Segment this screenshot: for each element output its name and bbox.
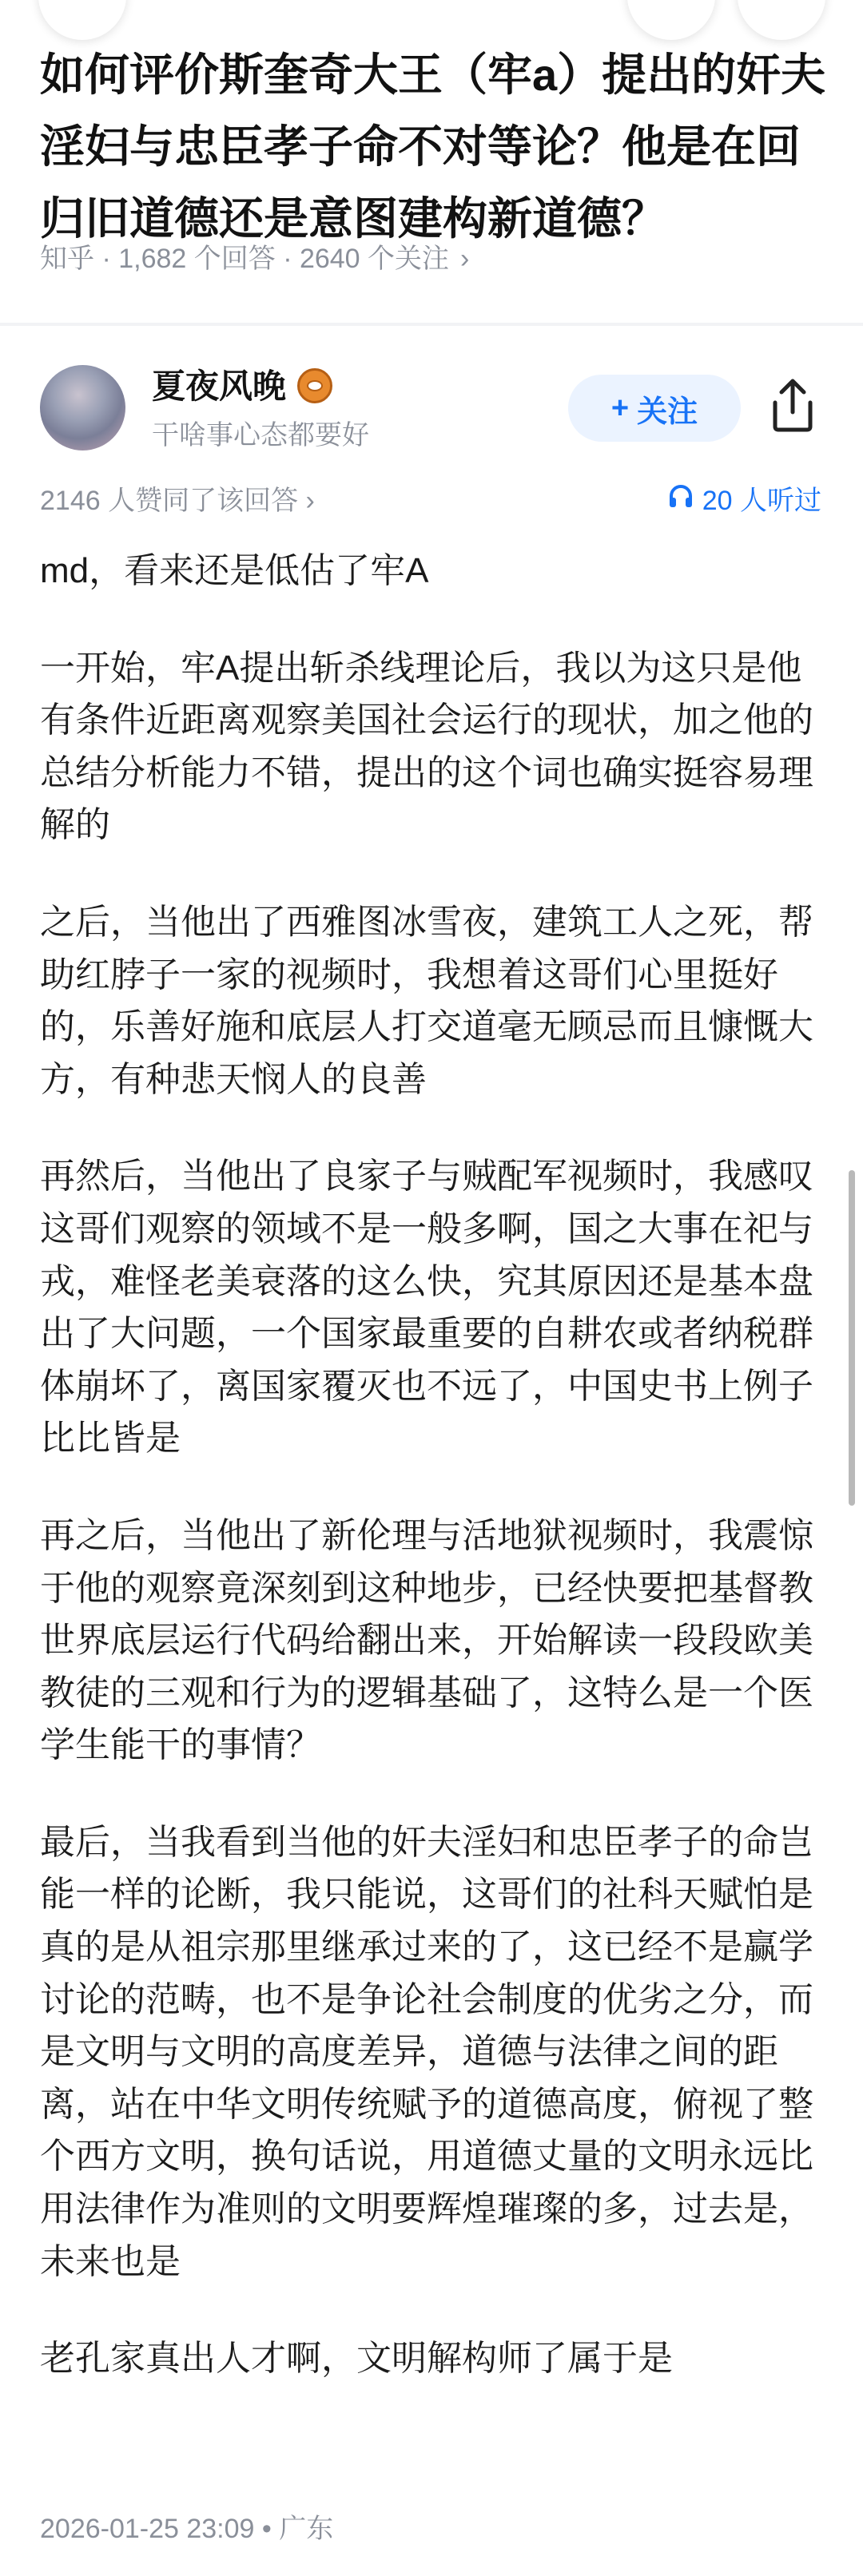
answer-paragraph: 再之后，当他出了新伦理与活地狱视频时，我震惊于他的观察竟深刻到这种地步，已经快要把基督教世界底层运行代码给翻出来，开始解读一段段欧美教徒的三观和行为的逻辑基础了，这特么是一个医学生能干的事情？ xyxy=(40,1515,813,1765)
share-icon[interactable] xyxy=(769,377,817,433)
question-title[interactable]: 如何评价斯奎奇大王（牢a）提出的奸夫淫妇与忠臣孝子命不对等论？他是在回归旧道德还是意图建构新道德？ xyxy=(40,50,826,244)
divider xyxy=(0,323,863,326)
answer-paragraph: 之后，当他出了西雅图冰雪夜，建筑工人之死，帮助红脖子一家的视频时，我想着这哥们心里挺好的，乐善好施和底层人打交道毫无顾忌而且慷慨大方，有种悲天悯人的良善 xyxy=(40,902,813,1099)
answer-paragraph: 最后，当我看到当他的奸夫淫妇和忠臣孝子的命岂能一样的论断，我只能说，这哥们的社科天赋怕是真的是从祖宗那里继承过来的了，这已经不是赢学讨论的范畴，也不是争论社会制度的优劣之分，而是文明与文明的高度差异，道德与法律之间的距离，站在中华文明传统赋予的道德高度，俯视了整个西方文明，换句话说，用道德丈量的文明永远比用法律作为准则的文明要辉煌璀璨的多，过去是，未来也是 xyxy=(40,1822,813,2281)
listen-count[interactable] xyxy=(667,482,821,520)
scrollbar[interactable] xyxy=(849,1170,855,1506)
avatar[interactable] xyxy=(40,365,125,451)
answer-date-location: 2026-01-25 23:09 • 广东 xyxy=(40,2514,334,2544)
author-name-text: 夏夜风晚 xyxy=(152,367,287,405)
follow-label: 关注 xyxy=(637,395,698,429)
answer-body xyxy=(40,545,827,2430)
author-name[interactable] xyxy=(152,366,332,407)
answer-paragraph: 一开始，牢A提出斩杀线理论后，我以为这只是他有条件近距离观察美国社会运行的现状，加之他的总结分析能力不错，提出的这个词也确实挺容易理解的 xyxy=(40,648,813,845)
chevron-right-icon: › xyxy=(460,244,470,274)
author-bio: 干啥事心态都要好 xyxy=(152,420,369,451)
more-button[interactable] xyxy=(738,0,825,40)
answer-paragraph: 再然后，当他出了良家子与贼配军视频时，我感叹这哥们观察的领域不是一般多啊，国之大事在祀与戎，难怪老美衰落的这么快，究其原因还是基本盘出了大问题，一个国家最重要的自耕农或者纳税群体崩坏了，离国家覆灭也不远了，中国史书上例子比比皆是 xyxy=(40,1157,813,1459)
badge-icon xyxy=(297,368,332,403)
question-meta-text: 知乎 · 1,682 个回答 · 2640 个关注 xyxy=(40,244,450,274)
back-button[interactable] xyxy=(38,0,126,40)
headphones-icon xyxy=(667,482,694,520)
listen-text: 20 人听过 xyxy=(702,486,821,516)
answer-paragraph: md，看来还是低估了牢A xyxy=(40,551,429,590)
upvote-stats[interactable]: 2146 人赞同了该回答 › xyxy=(40,486,315,516)
answer-paragraph: 老孔家真出人才啊，文明解构师了属于是 xyxy=(40,2339,673,2379)
top-action-button[interactable] xyxy=(627,0,715,40)
question-meta[interactable] xyxy=(40,240,469,278)
follow-button[interactable] xyxy=(568,375,741,442)
plus-icon: + xyxy=(610,391,630,425)
